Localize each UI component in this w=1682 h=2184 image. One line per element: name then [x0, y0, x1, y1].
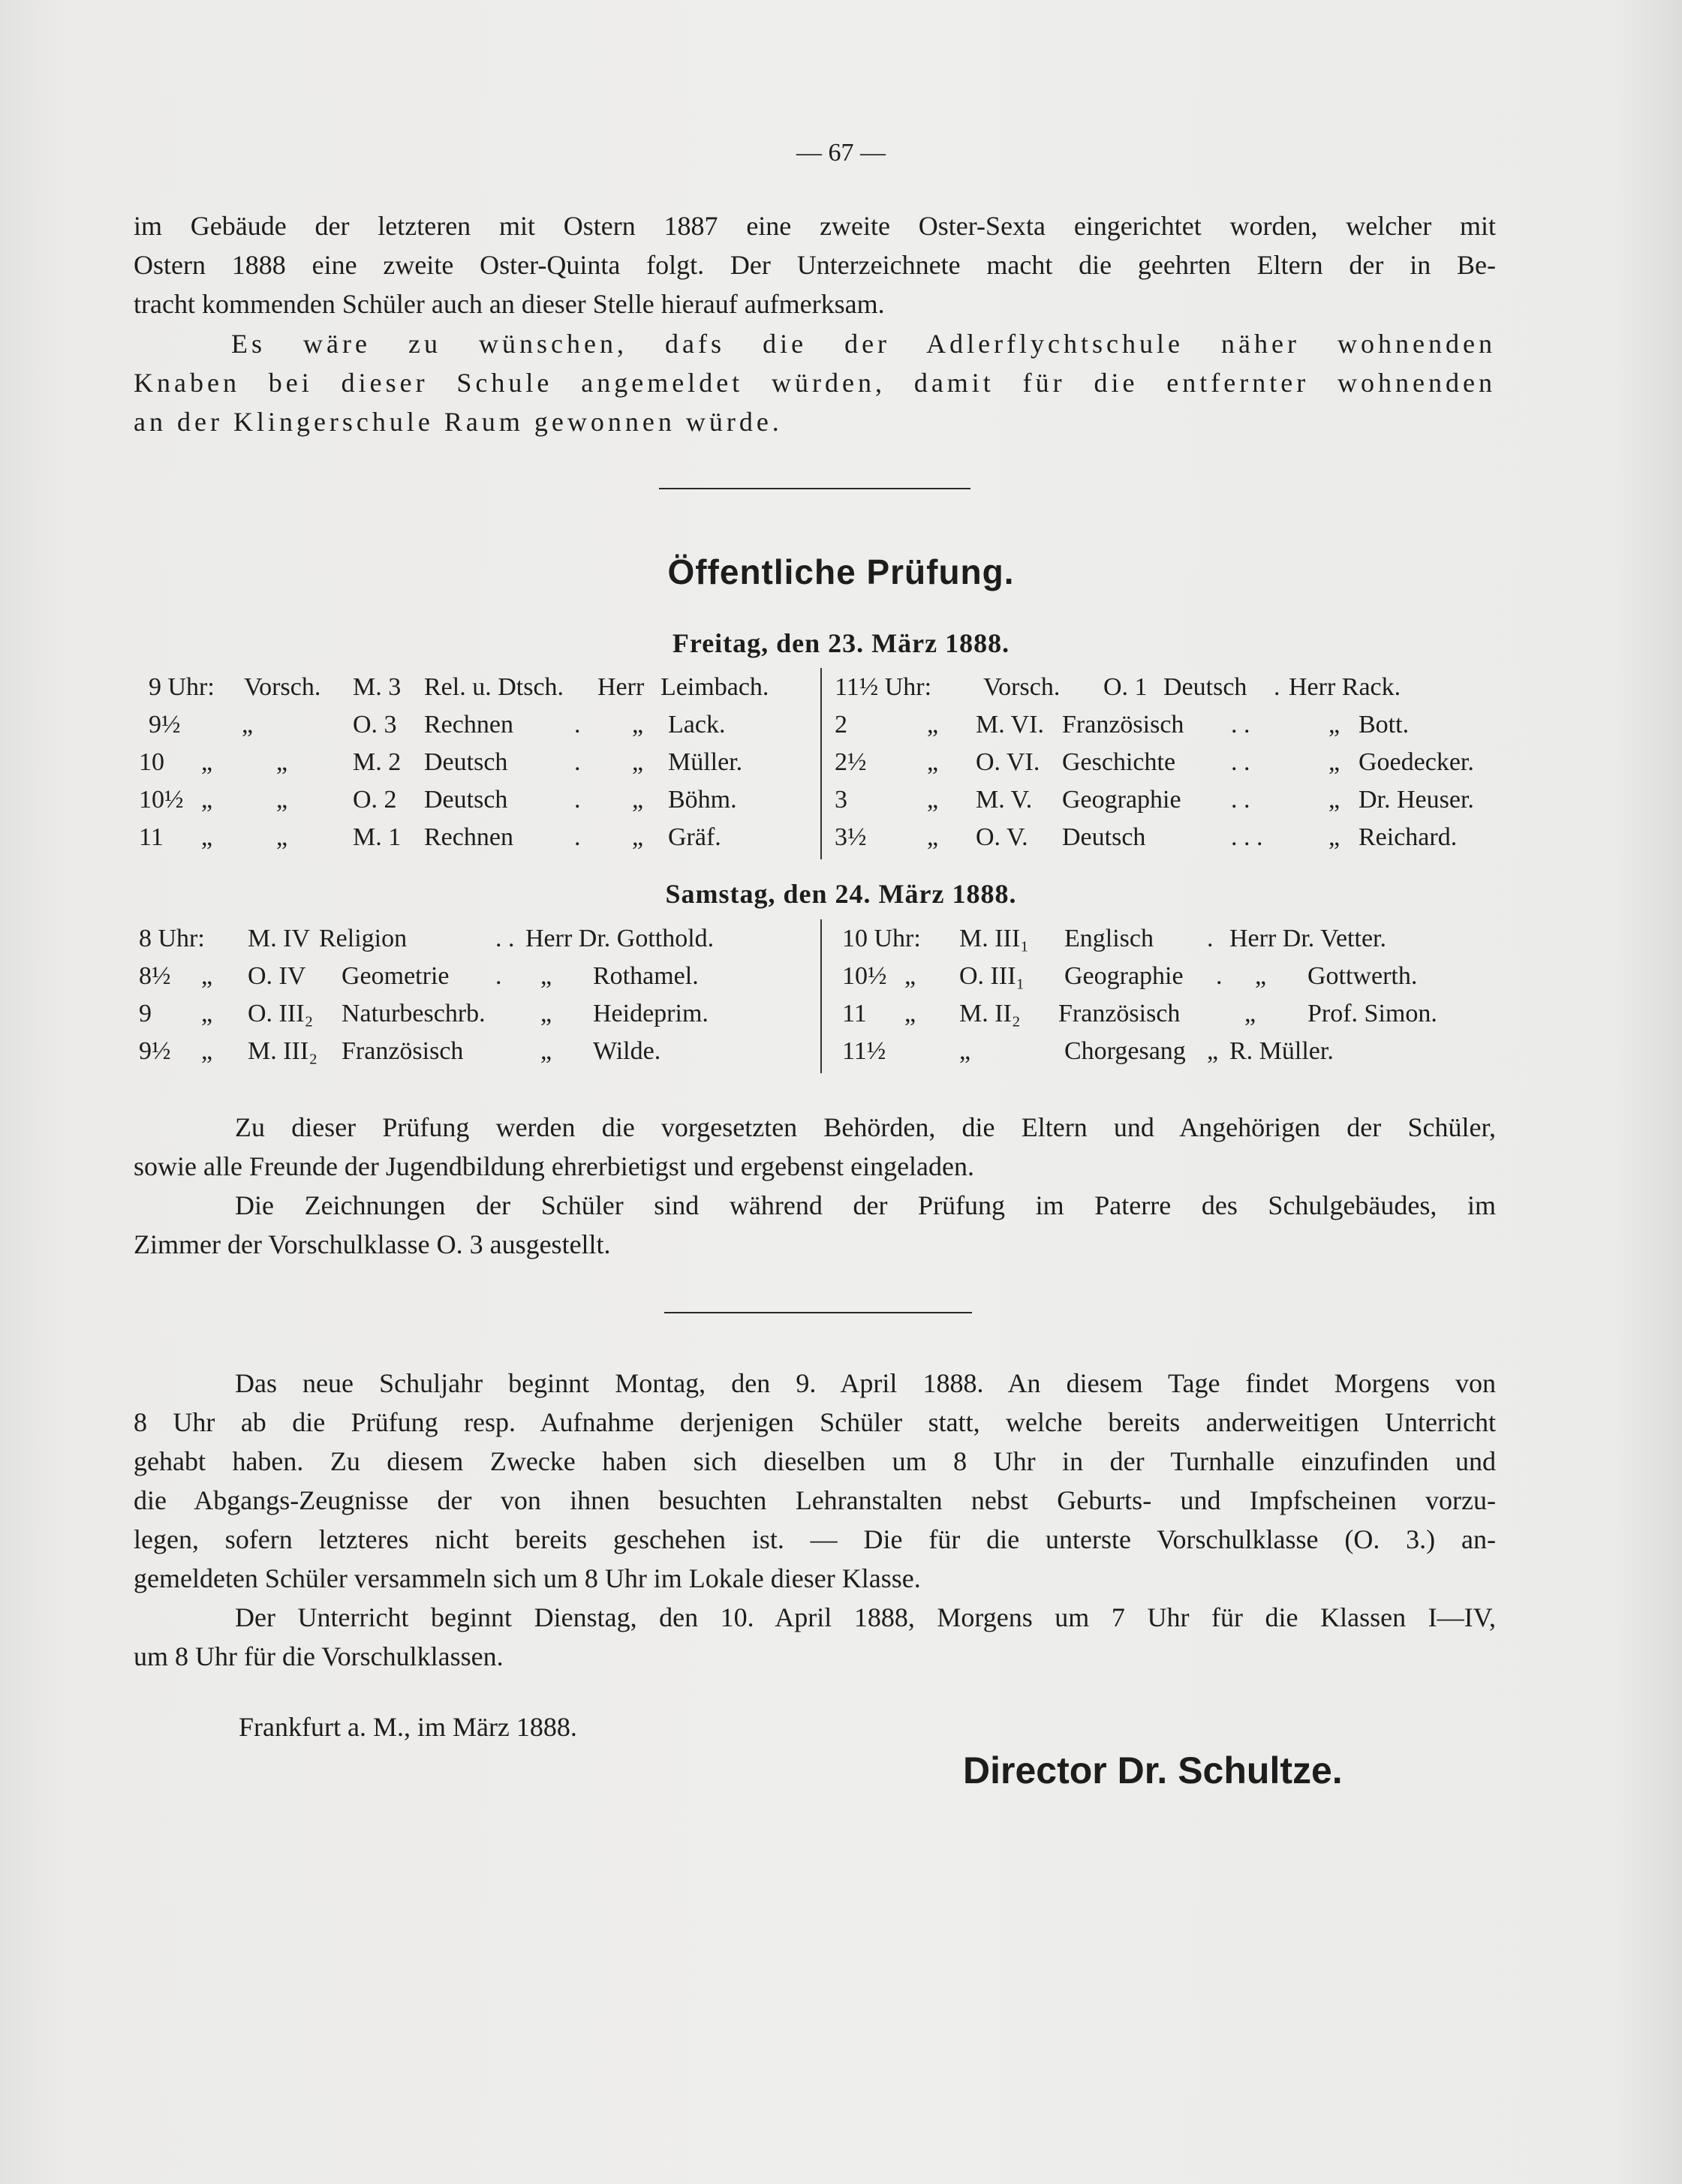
schedule-cell: O. 3 [353, 711, 397, 739]
schedule-cell: „ [1255, 962, 1267, 990]
schedule-cell: M. 3 [353, 673, 402, 701]
schedule-cell: „ [904, 962, 916, 990]
schedule-cell: Chorgesang [1064, 1037, 1186, 1065]
divider-rule [664, 1312, 972, 1313]
schedule-cell: 9½ [139, 1037, 171, 1065]
schedule-cell: Deutsch [424, 786, 508, 814]
text-line: um 8 Uhr für die Vorschulklassen. [134, 1641, 504, 1671]
schedule-cell: „ [201, 962, 213, 990]
schedule-cell: 3½ [835, 823, 867, 851]
schedule-cell: . [1207, 925, 1214, 952]
schedule-cell: „ [632, 823, 644, 851]
schedule-cell: O. III₂ [248, 1000, 314, 1027]
schoolyear-paragraph [134, 1364, 1496, 1676]
schedule-cell: Herr [597, 673, 645, 701]
text-line: Es wäre zu wünschen, dafs die der Adlerflychtschule näher wohnenden [231, 329, 1496, 359]
schedule-cell: „ [927, 748, 939, 776]
schedule-cell: O. VI. [976, 748, 1040, 776]
schedule-cell: O. III₁ [959, 962, 1025, 990]
schedule-cell: 10 Uhr: [842, 925, 921, 952]
schedule-cell: Lack. [668, 711, 726, 739]
schedule-cell: Müller. [668, 748, 743, 776]
schedule-cell: Französisch [342, 1037, 464, 1065]
schedule-cell: „ [540, 1037, 552, 1065]
schedule-cell: 9 [139, 1000, 152, 1027]
schedule-cell: Geographie [1062, 786, 1181, 814]
schedule-cell: „ [540, 1000, 552, 1027]
schedule-cell: „ [959, 1037, 971, 1065]
column-separator [820, 668, 822, 859]
schedule-cell: Naturbeschrb. [342, 1000, 486, 1027]
schedule-cell: „ [1244, 1000, 1256, 1027]
schedule-cell: Rel. u. Dtsch. [424, 673, 564, 701]
schedule-cell: 10½ [139, 786, 184, 814]
schedule-cell: 11 [842, 1000, 867, 1027]
schedule-cell: M. V. [976, 786, 1033, 814]
schedule-cell: Herr Dr. Gotthold. [525, 925, 715, 952]
schedule-cell: „ [540, 962, 552, 990]
text-line: Ostern 1888 eine zweite Oster-Quinta folgt. Der Unterzeichnete macht die geehrten Eltern der in Be- [134, 250, 1496, 280]
text-line: sowie alle Freunde der Jugendbildung ehrerbietigst und ergebenst eingeladen. [134, 1151, 975, 1181]
schedule-cell: Wilde. [593, 1037, 661, 1065]
schedule-cell: M. VI. [976, 711, 1044, 739]
schedule-cell: O. V. [976, 823, 1028, 851]
schedule-cell: Rechnen [424, 823, 513, 851]
text-line: gehabt haben. Zu diesem Zwecke haben sich dieselben um 8 Uhr in der Turnhalle einzufinden und [134, 1446, 1496, 1476]
text-line: gemeldeten Schüler versammeln sich um 8 Uhr im Lokale dieser Klasse. [134, 1563, 921, 1593]
schedule-cell: Geschichte [1062, 748, 1176, 776]
schedule-cell: 10½ [842, 962, 887, 990]
schedule-cell: „ [632, 711, 644, 739]
schedule-cell: Dr. Heuser. [1359, 786, 1474, 814]
schedule-cell: 2½ [835, 748, 867, 776]
schedule-cell: Gräf. [668, 823, 721, 851]
schedule-cell: M. IV [248, 925, 311, 952]
text-line: an der Klingerschule Raum gewonnen würde. [134, 407, 783, 437]
text-line: Knaben bei dieser Schule angemeldet würden, damit für die entfernter wohnenden [134, 368, 1496, 398]
schedule-cell: „ [201, 1037, 213, 1065]
schedule-cell: „ [1328, 711, 1340, 739]
schedule-cell: „ [632, 748, 644, 776]
text-line: Das neue Schuljahr beginnt Montag, den 9. April 1888. An diesem Tage findet Morgens von [235, 1368, 1496, 1398]
schedule-cell: 2 [835, 711, 847, 739]
schedule-cell: Rechnen [424, 711, 513, 739]
schedule-cell: Deutsch [1062, 823, 1146, 851]
schedule-cell: O. 2 [353, 786, 397, 814]
schedule-cell: 10 [139, 748, 164, 776]
text-line: im Gebäude der letzteren mit Ostern 1887 eine zweite Oster-Sexta eingerichtet worden, welcher mit [134, 211, 1496, 241]
schedule-cell: Reichard. [1359, 823, 1458, 851]
schedule-cell: M. 2 [353, 748, 402, 776]
divider-rule [659, 488, 970, 489]
text-line: tracht kommenden Schüler auch an dieser Stelle hierauf aufmerksam. [134, 289, 885, 319]
schedule-cell: „ [927, 786, 939, 814]
schedule-cell: „ [927, 711, 939, 739]
schedule-cell: M. III₁ [959, 925, 1030, 952]
schedule-cell: 8½ [139, 962, 171, 990]
schedule-cell: . . [1231, 786, 1250, 814]
text-line: Der Unterricht beginnt Dienstag, den 10. April 1888, Morgens um 7 Uhr für die Klassen I—IV, [235, 1602, 1496, 1632]
schedule-cell: 9 Uhr: [149, 673, 215, 701]
schedule-cell: Deutsch [1163, 673, 1247, 701]
schedule-cell: „ [632, 786, 644, 814]
schedule-cell: „ [904, 1000, 916, 1027]
schedule-cell: 11½ [842, 1037, 886, 1065]
schedule-cell: 8 Uhr: [139, 925, 205, 952]
schedule-cell: M. 1 [353, 823, 402, 851]
schedule-cell: M. II₂ [959, 1000, 1021, 1027]
schedule-cell: Leimbach. [660, 673, 769, 701]
schedule-cell: „ [1207, 1037, 1219, 1065]
schedule-cell: Bott. [1359, 711, 1410, 739]
schedule-cell: Gottwerth. [1307, 962, 1418, 990]
schedule-cell: Französisch [1062, 711, 1184, 739]
schedule-cell: „ [276, 748, 288, 776]
spaced-paragraph [134, 324, 1496, 441]
schedule-cell: 11½ Uhr: [835, 673, 932, 701]
schedule-cell: Heideprim. [593, 1000, 709, 1027]
schedule-cell: „ [1328, 823, 1340, 851]
schedule-cell: „ [201, 748, 213, 776]
schedule-cell: „ [201, 823, 213, 851]
schedule-cell: O. 1 [1103, 673, 1148, 701]
schedule-cell: Geometrie [342, 962, 450, 990]
intro-paragraph [134, 206, 1496, 323]
schedule-cell: „ [927, 823, 939, 851]
schedule-cell: . . [1231, 711, 1250, 739]
schedule-cell: „ [276, 786, 288, 814]
schedule-cell: Vorsch. [244, 673, 321, 701]
schedule-cell: „ [276, 823, 288, 851]
schedule-cell: Prof. Simon. [1307, 1000, 1437, 1027]
schedule-cell: Herr Dr. Vetter. [1229, 925, 1386, 952]
place-date: Frankfurt a. M., im März 1888. [239, 1712, 577, 1742]
schedule-cell: . [574, 786, 581, 814]
schedule-cell: . [574, 823, 581, 851]
schedule-cell: 11 [139, 823, 164, 851]
schedule-cell: „ [1328, 748, 1340, 776]
text-line: Zimmer der Vorschulklasse O. 3 ausgestellt. [134, 1229, 611, 1259]
schedule-cell: . . . [1231, 823, 1263, 851]
column-separator [820, 919, 822, 1073]
invitation-paragraph [134, 1108, 1496, 1264]
page-number: — 67 — [796, 139, 886, 167]
schedule-cell: . [574, 748, 581, 776]
schedule-cell: Vorsch. [983, 673, 1061, 701]
schedule-cell: Herr Rack. [1289, 673, 1401, 701]
friday-heading: Freitag, den 23. März 1888. [672, 628, 1010, 658]
schedule-cell: R. Müller. [1229, 1037, 1334, 1065]
schedule-cell: „ [242, 711, 254, 739]
text-line: die Abgangs-Zeugnisse der von ihnen besuchten Lehranstalten nebst Geburts- und Impfscheinen vorzu- [134, 1485, 1496, 1515]
text-line: legen, sofern letzteres nicht bereits geschehen ist. — Die für die unterste Vorschulklasse (O. 3.) an- [134, 1524, 1496, 1554]
schedule-cell: Religion [319, 925, 408, 952]
schedule-cell: M. III₂ [248, 1037, 318, 1065]
saturday-heading: Samstag, den 24. März 1888. [665, 879, 1017, 909]
schedule-cell: Goedecker. [1359, 748, 1474, 776]
text-line: Zu dieser Prüfung werden die vorgesetzten Behörden, die Eltern und Angehörigen der Schüler, [235, 1112, 1496, 1142]
schedule-cell: Rothamel. [593, 962, 699, 990]
schedule-cell: 9½ [149, 711, 181, 739]
schedule-cell: Französisch [1058, 1000, 1181, 1027]
schedule-cell: . [574, 711, 581, 739]
schedule-cell: 3 [835, 786, 847, 814]
text-line: Die Zeichnungen der Schüler sind während der Prüfung im Paterre des Schulgebäudes, im [235, 1190, 1496, 1220]
text-line: 8 Uhr ab die Prüfung resp. Aufnahme derjenigen Schüler statt, welche bereits anderweitigen Unterricht [134, 1407, 1496, 1437]
schedule-cell: . . [495, 925, 515, 952]
schedule-cell: . [495, 962, 502, 990]
schedule-cell: „ [201, 1000, 213, 1027]
schedule-cell: Englisch [1064, 925, 1154, 952]
exam-title: Öffentliche Prüfung. [667, 552, 1015, 591]
schedule-cell: . . [1231, 748, 1250, 776]
schedule-cell: „ [201, 786, 213, 814]
schedule-cell: Böhm. [668, 786, 737, 814]
schedule-cell: O. IV [248, 962, 306, 990]
schedule-cell: Deutsch [424, 748, 508, 776]
schedule-cell: „ [1328, 786, 1340, 814]
schedule-cell: Geographie [1064, 962, 1184, 990]
signature: Director Dr. Schultze. [963, 1749, 1343, 1791]
schedule-cell: . [1216, 962, 1223, 990]
schedule-cell: . [1274, 673, 1280, 701]
